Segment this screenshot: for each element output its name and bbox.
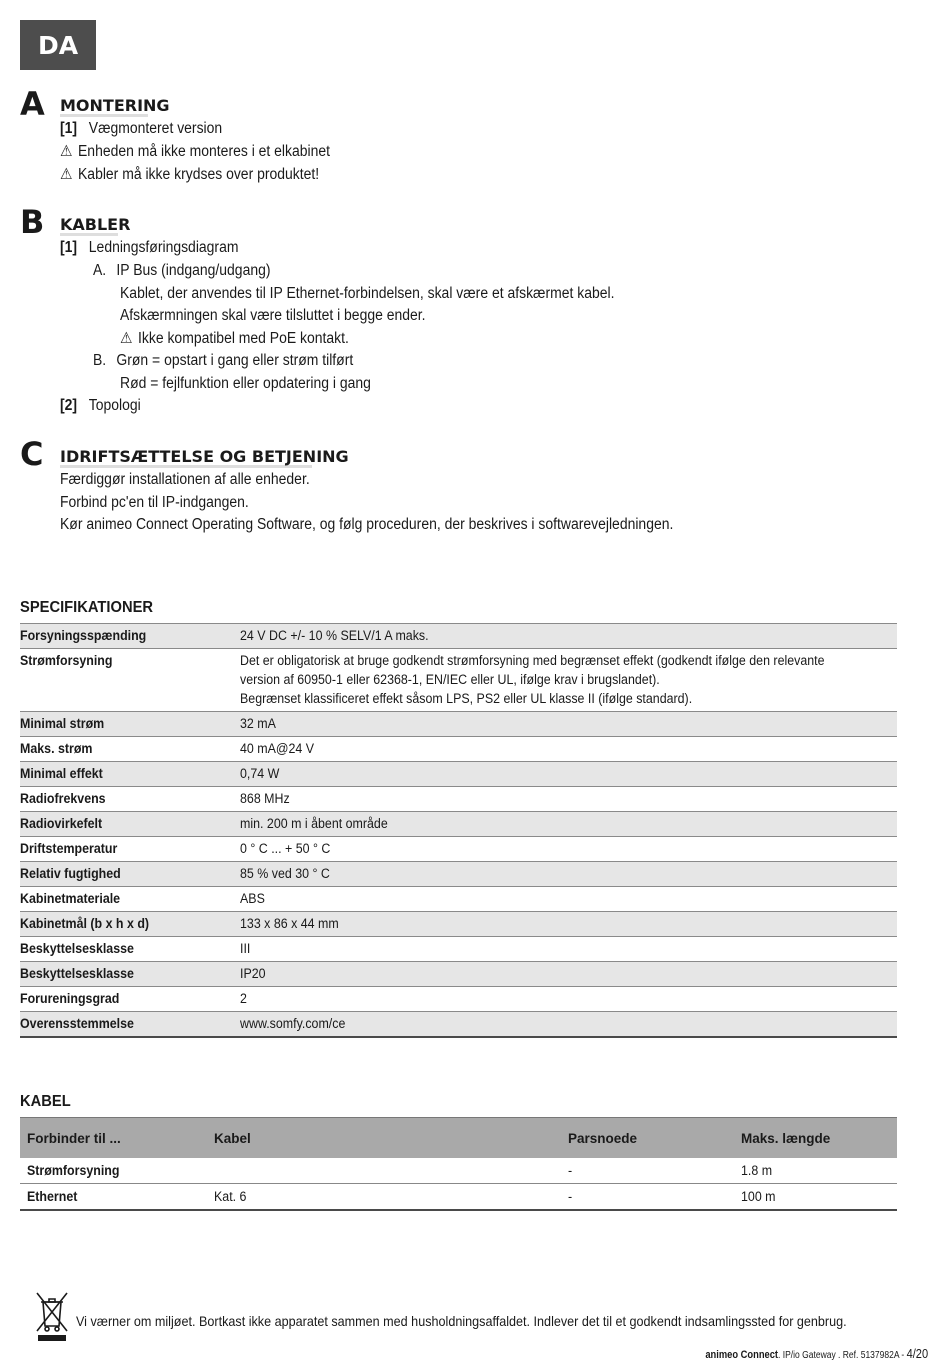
- section-title-idriftsaettelse: IDRIFTSÆTTELSE OG BETJENING: [60, 447, 349, 466]
- table-header-row: Forbinder til ... Kabel Parsnoede Maks. længde: [20, 1118, 897, 1159]
- spec-table: [20, 623, 897, 1038]
- table-row: Forsyningsspænding 24 V DC +/- 10 % SELV/1 A maks.: [20, 624, 897, 649]
- section-letter-b: B: [20, 203, 45, 241]
- warning-text: Enheden må ikke monteres i et elkabinet: [78, 143, 331, 160]
- warning-icon: ⚠: [120, 330, 133, 347]
- table-row: Driftstemperatur 0 ° C ... + 50 ° C: [20, 837, 897, 862]
- kabler-sub-a: [93, 261, 270, 281]
- table-row: Beskyttelsesklasse IP20: [20, 962, 897, 987]
- kabler-sub-a-line: Kablet, der anvendes til IP Ethernet-forbindelsen, skal være et afskærmet kabel.: [120, 285, 615, 302]
- warning-icon: ⚠: [60, 143, 73, 160]
- table-row: Radiofrekvens 868 MHz: [20, 787, 897, 812]
- table-row: Minimal strøm 32 mA: [20, 712, 897, 737]
- item-number: [2]: [60, 397, 78, 414]
- sub-label: A.: [93, 262, 107, 279]
- table-row: Radiovirkefelt min. 200 m i åbent område: [20, 812, 897, 837]
- language-badge: DA: [20, 20, 96, 70]
- warning-line: [60, 142, 330, 162]
- table-row: Strømforsyning Det er obligatorisk at bruge godkendt strømforsyning med begrænset effekt (godkendt ifølge den relevante version af 60950-1 eller 62368-1, EN/IEC eller UL, ifølge krav i brugslandet). Begrænset klassificeret effekt såsom LPS, PS2 eller UL klasse II (ifølge standard).: [20, 649, 897, 712]
- warning-icon: ⚠: [60, 166, 73, 183]
- sub-text: IP Bus (indgang/udgang): [116, 262, 271, 279]
- page-number: 4/20: [906, 1346, 928, 1361]
- table-row: Minimal effekt 0,74 W: [20, 762, 897, 787]
- idrift-line: Kør animeo Connect Operating Software, og følg proceduren, der beskrives i softwarevejledningen.: [60, 516, 674, 533]
- warning-line: [120, 329, 349, 349]
- item-text: Ledningsføringsdiagram: [88, 239, 239, 256]
- kabler-item-2: [60, 396, 141, 416]
- table-row: Relativ fugtighed 85 % ved 30 ° C: [20, 862, 897, 887]
- warning-text: Kabler må ikke krydses over produktet!: [78, 166, 320, 183]
- table-row: Ethernet Kat. 6 - 100 m: [20, 1184, 897, 1211]
- table-row: Maks. strøm 40 mA@24 V: [20, 737, 897, 762]
- kabler-sub-a-line: Afskærmningen skal være tilsluttet i begge ender.: [120, 307, 426, 324]
- item-text: Vægmonteret version: [88, 120, 223, 137]
- table-row: Kabinetmateriale ABS: [20, 887, 897, 912]
- sub-text: Grøn = opstart i gang eller strøm tilført: [116, 352, 354, 369]
- ref-text: . IP/io Gateway . Ref. 5137982A -: [777, 1350, 907, 1361]
- section-title-kabler: KABLER: [60, 215, 131, 234]
- section-letter-c: C: [20, 435, 44, 473]
- table-row: Strømforsyning - 1.8 m: [20, 1158, 897, 1184]
- table-row: Overensstemmelse www.somfy.com/ce: [20, 1012, 897, 1038]
- kabler-sub-b: [93, 351, 353, 371]
- cable-table: [20, 1117, 897, 1211]
- item-number: [1]: [60, 120, 78, 137]
- section-letter-a: A: [20, 85, 45, 123]
- idrift-line: Færdiggør installationen af alle enheder.: [60, 471, 310, 488]
- brand-name: animeo Connect: [705, 1349, 778, 1361]
- section-title-montering: MONTERING: [60, 96, 170, 115]
- kabler-sub-b-line: Rød = fejlfunktion eller opdatering i gang: [120, 375, 371, 392]
- warning-text: Ikke kompatibel med PoE kontakt.: [138, 330, 349, 347]
- environment-note: Vi værner om miljøet. Bortkast ikke apparatet sammen med husholdningsaffaldet. Indlever det til et godkendt indsamlingssted for genbrug.: [76, 1313, 847, 1329]
- montering-item-1: [60, 119, 222, 139]
- cable-table-title: KABEL: [20, 1093, 71, 1110]
- kabler-item-1: [60, 238, 238, 258]
- document-reference: [705, 1346, 928, 1361]
- item-text: Topologi: [88, 397, 141, 414]
- weee-bin-icon: [34, 1290, 70, 1342]
- table-row: Forureningsgrad 2: [20, 987, 897, 1012]
- warning-line: [60, 165, 319, 185]
- idrift-line: Forbind pc'en til IP-indgangen.: [60, 494, 249, 511]
- table-row: Beskyttelsesklasse III: [20, 937, 897, 962]
- sub-label: B.: [93, 352, 107, 369]
- table-row: Kabinetmål (b x h x d) 133 x 86 x 44 mm: [20, 912, 897, 937]
- spec-table-title: SPECIFIKATIONER: [20, 599, 154, 616]
- item-number: [1]: [60, 239, 78, 256]
